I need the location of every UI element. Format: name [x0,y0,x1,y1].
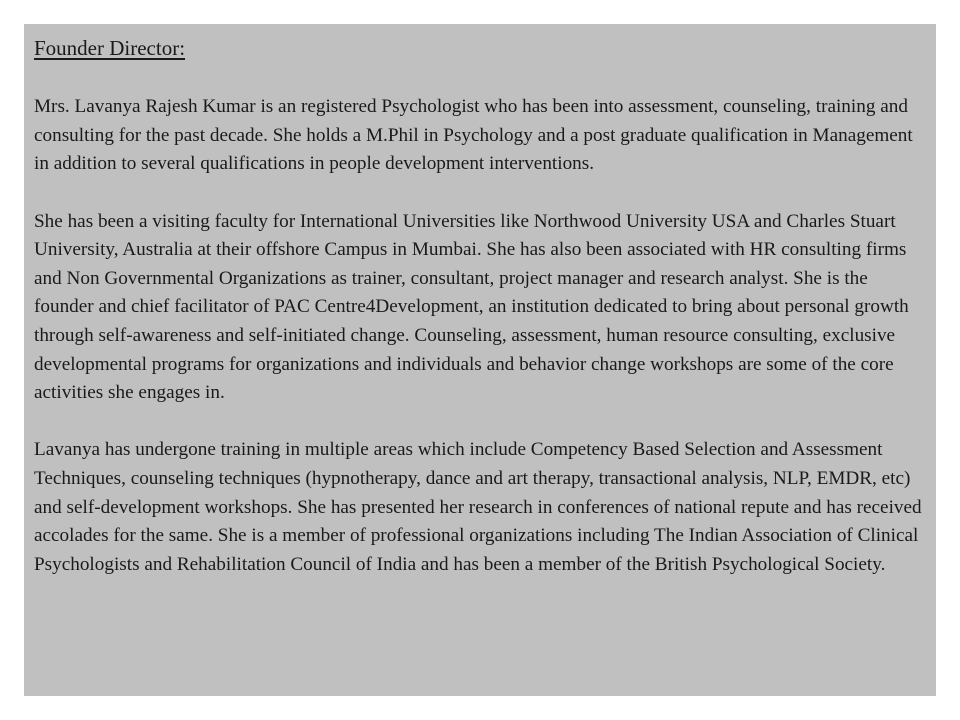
bio-paragraph-qualifications: Mrs. Lavanya Rajesh Kumar is an registered Psychologist who has been into assessment, counseling, training and consulting for the past decade. She holds a M.Phil in Psychology and a post graduate qualification in Management in addition to several qualifications in people development interventions. [34,96,913,175]
spacer [34,65,926,94]
spacer [34,179,926,208]
spacer [34,408,926,437]
bio-paragraph-experience: She has been a visiting faculty for International Universities like Northwood University USA and Charles Stuart University, Australia at their offshore Campus in Mumbai. She has also been associated with HR consulting firms and Non Governmental Organizations as trainer, consultant, project manager and research analyst. She is the founder and chief facilitator of PAC Centre4Development, an institution dedicated to bring about personal growth through self-awareness and self-initiated change. Counseling, assessment, human resource consulting, exclusive developmental programs for organizations and individuals and behavior change workshops are some of the core activities she engages in. [34,210,909,404]
bio-text-panel [24,24,936,696]
bio-paragraph-training: Lavanya has undergone training in multiple areas which include Competency Based Selection and Assessment Techniques, counseling techniques (hypnotherapy, dance and art therapy, transactional analysis, NLP, EMDR, etc) and self-development workshops. She has presented her research in conferences of national repute and has received accolades for the same. She is a member of professional organizations including The Indian Association of Clinical Psychologists and Rehabilitation Council of India and has been a member of the British Psychological Society. [34,439,922,575]
section-heading: Founder Director: [34,36,186,60]
